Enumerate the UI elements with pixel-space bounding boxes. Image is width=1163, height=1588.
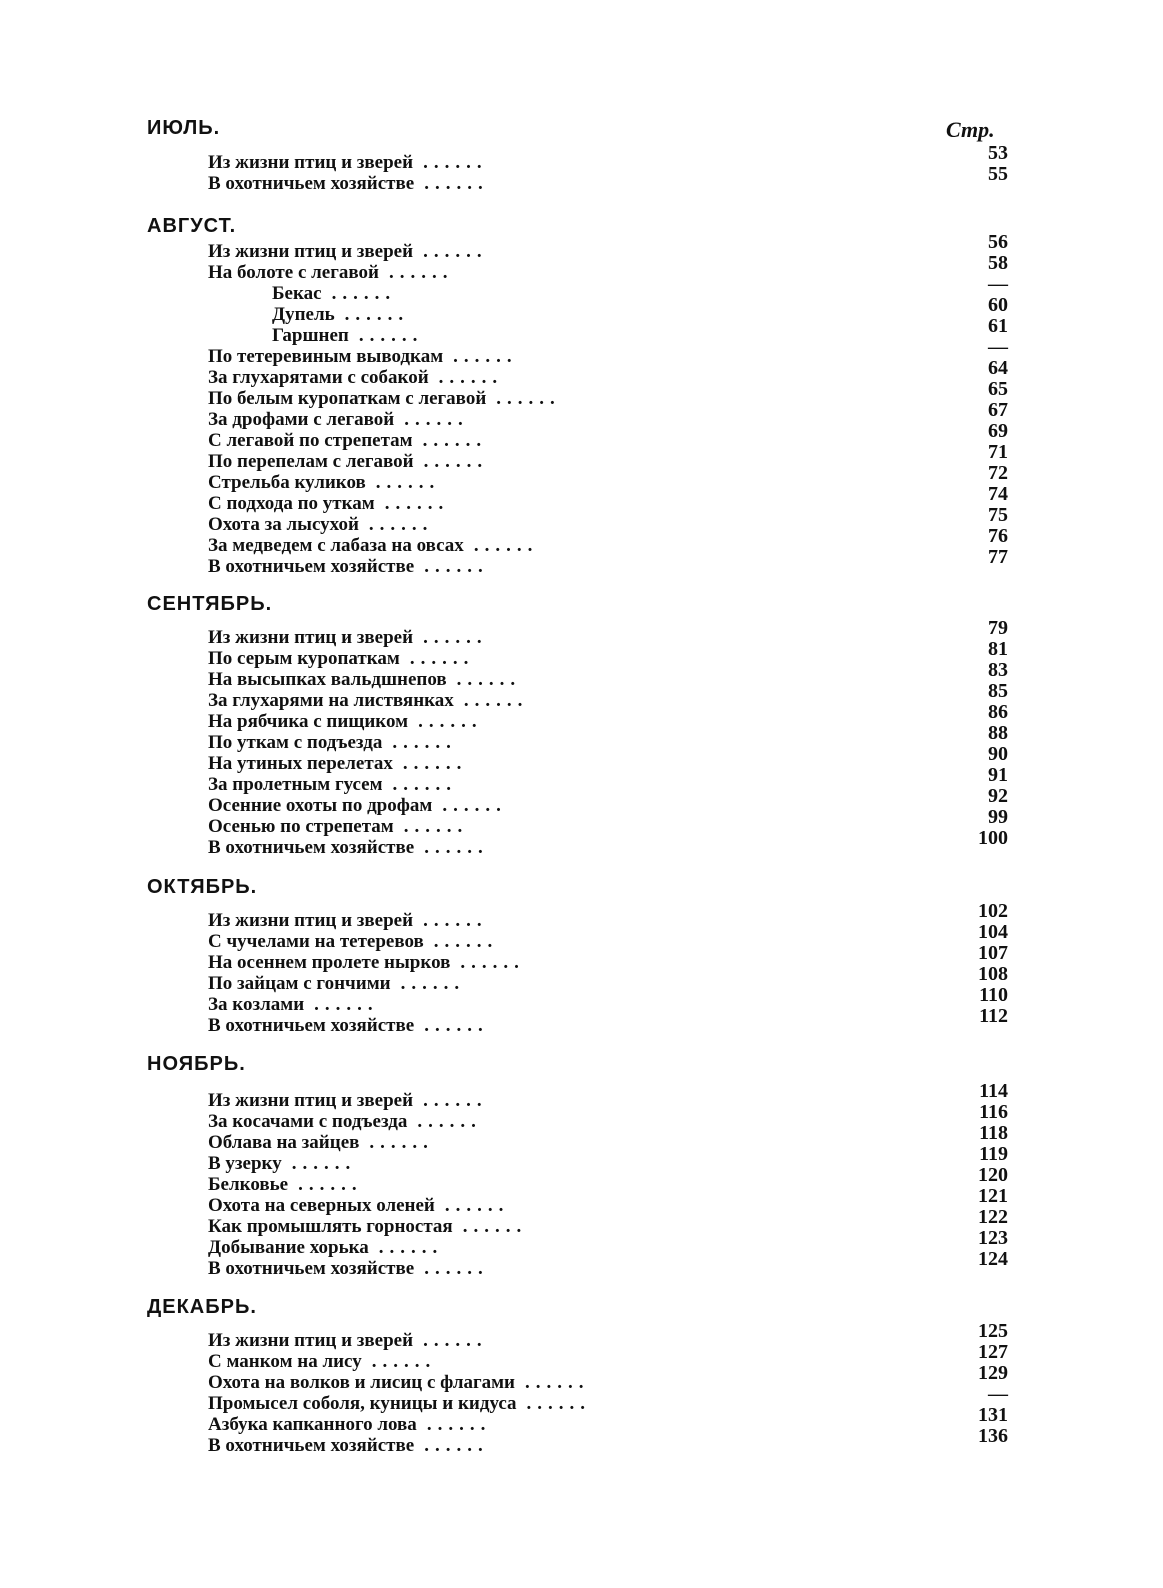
toc-entry — [208, 806, 1008, 838]
dot-leader: ...... — [525, 1372, 590, 1393]
entry-page-number: 108 — [978, 963, 1008, 985]
toc-entry — [208, 546, 1008, 578]
entry-page-number: — — [988, 1383, 1008, 1405]
entry-title: Из жизни птиц и зверей — [208, 1090, 414, 1111]
toc-entry — [208, 231, 1008, 263]
entry-title: В охотничьем хозяйстве — [208, 1258, 415, 1279]
dot-leader: ...... — [462, 1216, 528, 1237]
dot-leader: ...... — [438, 367, 504, 388]
entry-page-number: 83 — [988, 659, 1008, 681]
entry-title: Охота на волков и лисиц с флагами — [208, 1372, 516, 1393]
toc-entry — [208, 1005, 1008, 1037]
dot-leader: ...... — [423, 451, 489, 472]
dot-leader: ...... — [424, 1435, 489, 1456]
entry-page-number: 127 — [978, 1341, 1008, 1363]
entry-page-number: 69 — [988, 420, 1008, 442]
toc-entry — [208, 378, 1008, 410]
dot-leader: ...... — [456, 669, 522, 690]
entry-page-number: 85 — [988, 680, 1008, 702]
toc-entry — [208, 336, 1008, 368]
toc-entry — [208, 743, 1008, 775]
entry-page-number: 124 — [978, 1248, 1008, 1270]
dot-leader: ...... — [378, 1237, 444, 1258]
entry-title: Гаршнеп — [272, 325, 349, 346]
entry-page-number: 100 — [978, 827, 1008, 849]
dot-leader: ...... — [423, 152, 488, 173]
month-heading: АВГУСТ. — [147, 215, 237, 237]
toc-entry — [208, 1404, 1008, 1436]
entry-page-number: 61 — [988, 315, 1008, 337]
entry-page-number: 112 — [979, 1005, 1008, 1027]
toc-entry — [208, 357, 1008, 389]
entry-page-number: 77 — [988, 546, 1008, 568]
entry-title: На рябчика с пищиком — [208, 711, 409, 732]
entry-page-number: 125 — [978, 1320, 1008, 1342]
dot-leader: ...... — [423, 627, 488, 648]
toc-entry — [208, 785, 1008, 817]
dot-leader: ...... — [344, 304, 410, 325]
dot-leader: ...... — [369, 1132, 434, 1153]
entry-page-number: 131 — [978, 1404, 1008, 1426]
dot-leader: ...... — [418, 711, 483, 732]
dot-leader: ...... — [384, 493, 450, 514]
entry-title: За глухарятами с собакой — [208, 367, 429, 388]
dot-leader: ...... — [368, 514, 434, 535]
toc-entry — [208, 1122, 1008, 1154]
dot-leader: ...... — [371, 1351, 437, 1372]
toc-entry — [208, 1143, 1008, 1175]
toc-entry — [208, 722, 1008, 754]
toc-entry — [208, 1248, 1008, 1280]
entry-title: Как промышлять горностая — [208, 1216, 453, 1237]
toc-entry — [272, 273, 1008, 305]
entry-page-number: 120 — [978, 1164, 1008, 1186]
entry-title: За козлами — [208, 994, 305, 1015]
dot-leader: ...... — [291, 1153, 357, 1174]
entry-page-number: 107 — [978, 942, 1008, 964]
dot-leader: ...... — [424, 556, 489, 577]
entry-page-number: 56 — [988, 231, 1008, 253]
entry-title: Бекас — [272, 283, 322, 304]
dot-leader: ...... — [424, 173, 489, 194]
entry-title: Из жизни птиц и зверей — [208, 627, 414, 648]
toc-entry — [208, 525, 1008, 557]
entry-title: На болоте с легавой — [208, 262, 379, 283]
entry-title: С легавой по стрепетам — [208, 430, 413, 451]
entry-title: За пролетным гусем — [208, 774, 383, 795]
entry-title: За медведем с лабаза на овсах — [208, 535, 464, 556]
dot-leader: ...... — [444, 1195, 510, 1216]
dot-leader: ...... — [298, 1174, 363, 1195]
entry-title: Облава на зайцев — [208, 1132, 360, 1153]
dot-leader: ...... — [358, 325, 424, 346]
entry-title: Из жизни птиц и зверей — [208, 152, 414, 173]
toc-entry — [208, 142, 1008, 174]
entry-page-number: 136 — [978, 1425, 1008, 1447]
toc-entry — [208, 984, 1008, 1016]
month-heading: ДЕКАБРЬ. — [147, 1296, 257, 1318]
entry-page-number: 79 — [988, 617, 1008, 639]
toc-entry — [208, 617, 1008, 649]
entry-page-number: 64 — [988, 357, 1008, 379]
entry-page-number: 74 — [988, 483, 1008, 505]
entry-title: С манком на лису — [208, 1351, 362, 1372]
entry-page-number: 119 — [979, 1143, 1008, 1165]
page-column-header: Стр. — [946, 117, 995, 142]
entry-page-number: 99 — [988, 806, 1008, 828]
entry-page-number: 65 — [988, 378, 1008, 400]
dot-leader: ...... — [375, 472, 441, 493]
entry-title: Охота на северных оленей — [208, 1195, 435, 1216]
toc-entry — [208, 680, 1008, 712]
entry-title: В охотничьем хозяйстве — [208, 173, 415, 194]
entry-title: Из жизни птиц и зверей — [208, 1330, 414, 1351]
dot-leader: ...... — [442, 795, 507, 816]
entry-title: Белковье — [208, 1174, 289, 1195]
entry-page-number: 53 — [988, 142, 1008, 164]
entry-page-number: 92 — [988, 785, 1008, 807]
toc-entry — [208, 942, 1008, 974]
entry-title: По белым куропаткам с легавой — [208, 388, 487, 409]
entry-page-number: 102 — [978, 900, 1008, 922]
dot-leader: ...... — [400, 973, 466, 994]
toc-entry — [208, 163, 1008, 195]
toc-entry — [208, 504, 1008, 536]
dot-leader: ...... — [460, 952, 525, 973]
dot-leader: ...... — [424, 1015, 489, 1036]
toc-entry — [208, 1425, 1008, 1457]
toc-entry — [208, 1206, 1008, 1238]
dot-leader: ...... — [392, 732, 457, 753]
entry-title: С чучелами на тетеревов — [208, 931, 424, 952]
toc-entry — [208, 1080, 1008, 1112]
toc-entry — [208, 483, 1008, 515]
toc-entry — [272, 294, 1008, 326]
entry-page-number: 88 — [988, 722, 1008, 744]
dot-leader: ...... — [423, 1330, 488, 1351]
entry-page-number: 91 — [988, 764, 1008, 786]
dot-leader: ...... — [314, 994, 379, 1015]
entry-title: По уткам с подъезда — [208, 732, 383, 753]
dot-leader: ...... — [388, 262, 454, 283]
entry-page-number: — — [988, 336, 1008, 358]
toc-entry — [208, 638, 1008, 670]
toc-entry — [208, 1164, 1008, 1196]
entry-page-number: 76 — [988, 525, 1008, 547]
dot-leader: ...... — [463, 690, 529, 711]
dot-leader: ...... — [404, 409, 469, 430]
dot-leader: ...... — [403, 816, 469, 837]
toc-entry — [208, 1227, 1008, 1259]
toc-entry — [208, 1341, 1008, 1373]
toc-entry — [208, 420, 1008, 452]
toc-entry — [208, 1362, 1008, 1394]
entry-title: С подхода по уткам — [208, 493, 375, 514]
dot-leader: ...... — [392, 774, 458, 795]
toc-entry — [208, 827, 1008, 859]
entry-page-number: 116 — [979, 1101, 1008, 1123]
entry-page-number: 71 — [988, 441, 1008, 463]
entry-page-number: 60 — [988, 294, 1008, 316]
dot-leader: ...... — [409, 648, 475, 669]
month-heading: ОКТЯБРЬ. — [147, 876, 258, 898]
dot-leader: ...... — [331, 283, 397, 304]
month-heading: ИЮЛЬ. — [147, 117, 221, 139]
entry-page-number: 67 — [988, 399, 1008, 421]
dot-leader: ...... — [423, 910, 488, 931]
entry-page-number: 72 — [988, 462, 1008, 484]
toc-entry — [208, 1320, 1008, 1352]
toc-entry — [208, 399, 1008, 431]
toc-entry — [208, 900, 1008, 932]
entry-page-number: 55 — [988, 163, 1008, 185]
entry-title: В охотничьем хозяйстве — [208, 1015, 415, 1036]
entry-title: По перепелам с легавой — [208, 451, 414, 472]
entry-title: За косачами с подъезда — [208, 1111, 408, 1132]
dot-leader: ...... — [422, 430, 488, 451]
entry-page-number: 110 — [979, 984, 1008, 1006]
toc-entry — [208, 963, 1008, 995]
entry-title: Азбука капканного лова — [208, 1414, 417, 1435]
entry-title: В охотничьем хозяйстве — [208, 556, 415, 577]
toc-entry — [208, 659, 1008, 691]
entry-title: Промысел соболя, куницы и кидуса — [208, 1393, 517, 1414]
entry-title: Осенние охоты по дрофам — [208, 795, 433, 816]
toc-entry — [208, 462, 1008, 494]
dot-leader: ...... — [424, 837, 489, 858]
entry-page-number: 121 — [978, 1185, 1008, 1207]
entry-page-number: 86 — [988, 701, 1008, 723]
entry-page-number: 122 — [978, 1206, 1008, 1228]
dot-leader: ...... — [424, 1258, 489, 1279]
entry-page-number: 104 — [978, 921, 1008, 943]
entry-page-number: 118 — [979, 1122, 1008, 1144]
entry-page-number: 129 — [978, 1362, 1008, 1384]
toc-entry — [208, 1185, 1008, 1217]
entry-page-number: 81 — [988, 638, 1008, 660]
entry-page-number: 75 — [988, 504, 1008, 526]
entry-title: Из жизни птиц и зверей — [208, 910, 414, 931]
entry-title: В охотничьем хозяйстве — [208, 837, 415, 858]
entry-page-number: 123 — [978, 1227, 1008, 1249]
dot-leader: ...... — [473, 535, 539, 556]
dot-leader: ...... — [402, 753, 468, 774]
entry-title: За дрофами с легавой — [208, 409, 395, 430]
toc-entry — [208, 252, 1008, 284]
entry-title: В узерку — [208, 1153, 282, 1174]
toc-entry — [208, 1383, 1008, 1415]
entry-title: На утиных перелетах — [208, 753, 393, 774]
toc-entry — [208, 764, 1008, 796]
dot-leader: ...... — [453, 346, 518, 367]
entry-title: В охотничьем хозяйстве — [208, 1435, 415, 1456]
month-heading: НОЯБРЬ. — [147, 1053, 246, 1075]
entry-title: Дупель — [272, 304, 335, 325]
entry-title: За глухарями на листвянках — [208, 690, 454, 711]
entry-title: По зайцам с гончими — [208, 973, 391, 994]
dot-leader: ...... — [417, 1111, 482, 1132]
toc-entry — [208, 921, 1008, 953]
entry-title: Осенью по стрепетам — [208, 816, 394, 837]
toc-entry — [208, 701, 1008, 733]
entry-page-number: — — [988, 273, 1008, 295]
entry-page-number: 58 — [988, 252, 1008, 274]
dot-leader: ...... — [496, 388, 561, 409]
dot-leader: ...... — [526, 1393, 592, 1414]
dot-leader: ...... — [423, 241, 488, 262]
entry-title: По серым куропаткам — [208, 648, 400, 669]
entry-title: На высыпках вальдшнепов — [208, 669, 447, 690]
dot-leader: ...... — [426, 1414, 492, 1435]
entry-title: Добывание хорька — [208, 1237, 369, 1258]
entry-title: Из жизни птиц и зверей — [208, 241, 414, 262]
dot-leader: ...... — [433, 931, 499, 952]
entry-title: Стрельба куликов — [208, 472, 366, 493]
dot-leader: ...... — [423, 1090, 488, 1111]
month-heading: СЕНТЯБРЬ. — [147, 593, 273, 615]
entry-title: Охота за лысухой — [208, 514, 359, 535]
entry-page-number: 114 — [979, 1080, 1008, 1102]
toc-entry — [272, 315, 1008, 347]
entry-title: На осеннем пролете нырков — [208, 952, 451, 973]
entry-title: По тетеревиным выводкам — [208, 346, 444, 367]
toc-entry — [208, 1101, 1008, 1133]
toc-entry — [208, 441, 1008, 473]
entry-page-number: 90 — [988, 743, 1008, 765]
